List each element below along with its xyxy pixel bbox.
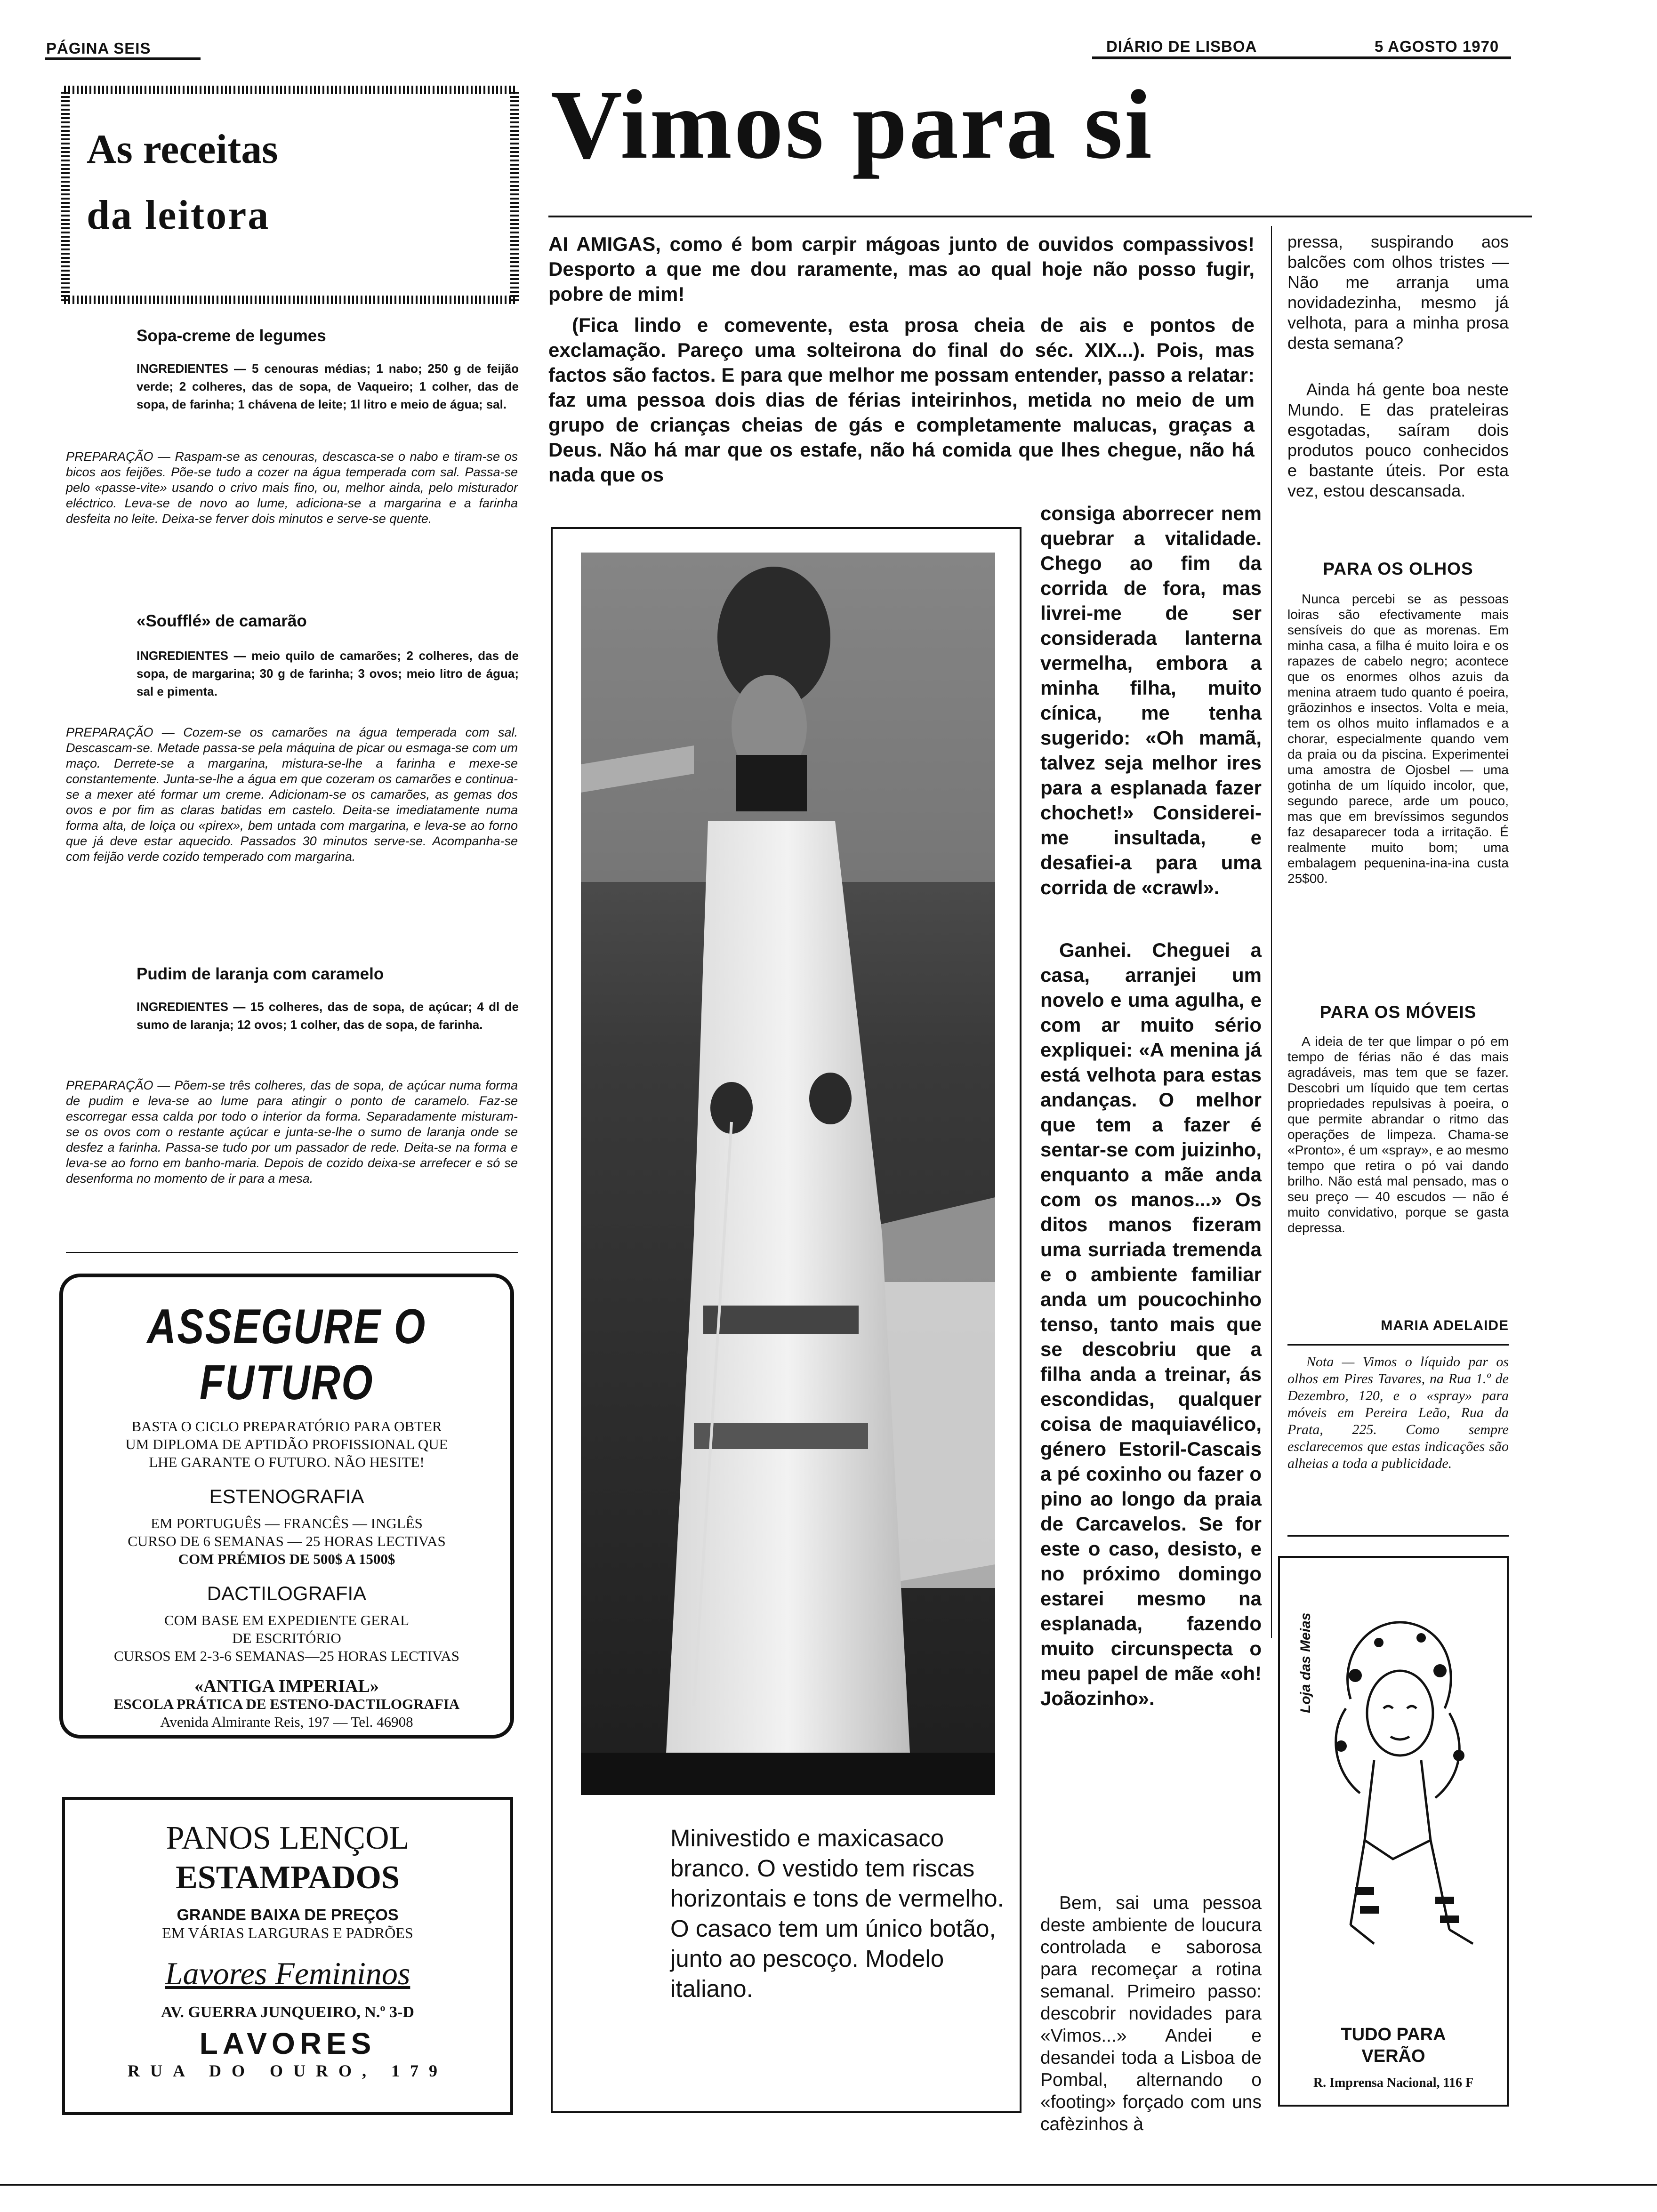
fashion-photo-frame	[551, 527, 1022, 2113]
recipe-ingredients: INGREDIENTES — meio quilo de camarões; 2 colheres, das de sopa, de margarina; 30 g de farinha; 3 ovos; meio litro de água; sal e pimenta.	[137, 649, 519, 698]
header-rule	[1092, 56, 1511, 59]
ad-intro-line: BASTA O CICLO PREPARATÓRIO PARA OBTER	[131, 1418, 442, 1435]
ad-lavores-address2: RUA DO OURO, 179	[127, 2061, 448, 2080]
recipe-preparation: PREPARAÇÃO — Raspam-se as cenouras, descasca-se o nabo e tiram-se os bicos aos feijões. Põe-se tudo a cozer na água temperada com sal. Passa-se pelo «passe-vite» usando o crivo mais fino, ou, melhor ainda, pelo misturador eléctrico. Leva-se de novo ao lume, adiciona-se a margarina e a farinha desfeita no leite. Deixa-se ferver dois minutos e serve-se quente.	[66, 449, 518, 526]
ad-headline: ASSEGURE O FUTURO	[147, 1299, 426, 1410]
ad-verao-address: R. Imprensa Nacional, 116 F	[1313, 2076, 1474, 2090]
moveis-text: A ideia de ter que limpar o pó em tempo de férias não é das mais agradáveis, mas tem que se fazer. Descobri um líquido que tem certas propriedades repulsivas à poeira, o que permite abrandar o ritmo das operações de limpeza. Chama-se «Pronto», é um «spray», e ao mesmo tempo que retira o pó vai dando brilho. Não está mal pensado, mas o seu preço — 40 escudos — não é muito convidativo, porque se gasta depressa.	[1287, 1034, 1509, 1235]
subheading-olhos: PARA OS OLHOS	[1323, 559, 1473, 578]
ad-verao-line1: TUDO PARA	[1341, 2025, 1446, 2044]
recipes-divider	[66, 1252, 518, 1253]
recipe-title: Sopa-creme de legumes	[137, 327, 326, 345]
article-note: Nota — Vimos o líquido par os olhos em Pires Tavares, na Rua 1.º de Dezembro, 120, e o «spray» para móveis em Pereira Leão, Rua da Prata, 225. Como sempre esclarecemos que estas indicações são alheias a toda a publicidade.	[1287, 1354, 1509, 1471]
ad-lavores-line3: GRANDE BAIXA DE PREÇOS	[177, 1906, 399, 1924]
title-rule	[548, 216, 1532, 217]
article-column-text: consiga aborrecer nem quebrar a vitalidade. Chego ao fim da corrida de fora, mas livrei-me de ser considerada lanterna vermelha, embora a minha filha, muito cínica, me tenha sugerido: «Oh mamã, talvez seja melhor ires para a esplanada fazer chochet!» Considerei-me insultada, e desafiei-a para uma corrida de «crawl».	[1040, 502, 1262, 898]
column-divider	[1271, 226, 1272, 1638]
ad-lavores-line1: PANOS LENÇOL	[166, 1820, 410, 1856]
recipe-title: «Soufflé» de camarão	[137, 612, 307, 630]
ad-lavores-line4: EM VÁRIAS LARGURAS E PADRÕES	[162, 1924, 413, 1941]
fashion-photo	[553, 529, 1020, 1800]
girl-illustration	[1280, 1558, 1507, 1972]
ad-intro-line: UM DIPLOMA DE APTIDÃO PROFISSIONAL QUE	[125, 1436, 448, 1452]
ad-section-heading: ESTENOGRAFIA	[209, 1485, 364, 1507]
olhos-text: Nunca percebi se as pessoas loiras são efectivamente mais sensíveis do que as morenas. Em minha casa, a filha é muito loira e os rapazes de cabelo negro; acontece que os enormes olhos azuis da menina atraem tudo quanto é poeira, grãozinhos e insectos. Volta e meia, tem os olhos muito inflamados e a chorar, especialmente quando vem da praia ou da piscina. Experimentei uma amostra de Ojosbel — uma gotinha de um líquido incolor, que, segundo parece, arde um pouco, mas que em brevíssimos segundos faz desaparecer toda a irritação. É realmente muito bom; uma embalagem pequenina-ina-ina custa 25$00.	[1287, 592, 1509, 886]
ad-section-line: CURSOS EM 2-3-6 SEMANAS—25 HORAS LECTIVAS	[113, 1648, 460, 1664]
ad-verao-vertical-text: Loja das Meias	[1298, 1612, 1313, 1713]
subheading-moveis: PARA OS MÓVEIS	[1319, 1002, 1477, 1022]
ad-school-sub: ESCOLA PRÁTICA DE ESTENO-DACTILOGRAFIA	[113, 1696, 460, 1712]
note-rule	[1287, 1344, 1509, 1346]
ad-section-heading: DACTILOGRAFIA	[207, 1582, 367, 1604]
ad-assegure-futuro	[59, 1274, 514, 1739]
ad-section-line: CURSO DE 6 SEMANAS — 25 HORAS LECTIVAS	[128, 1533, 446, 1549]
recipe-preparation: PREPARAÇÃO — Cozem-se os camarões na água temperada com sal. Descascam-se. Metade passa-se pela máquina de picar ou esmaga-se com um maço. Derrete-se a margarina, mistura-se-lhe a farinha e mexe-se constantemente. Junta-se-lhe a água em que cozeram os camarões e continua-se a mexer até formar um creme. Adicionam-se os camarões, as gemas dos ovos e por fim as claras batidas em castelo. Deita-se imediatamente numa forma alta, de loiça ou «pirex», bem untada com margarina, e leva-se ao forno que já deve estar aquecido. Passados 30 minutos serve-se. Acompanha-se com feijão verde cozido temperado com margarina.	[66, 725, 518, 864]
article-column-text: Bem, sai uma pessoa deste ambiente de loucura controlada e saborosa para recomeçar a rotina semanal. Primeiro passo: descobrir novidades para «Vimos...» Andei e desandei toda a Lisboa de Pombal, alternando o «footing» forçado com uns cafèzinhos à	[1040, 1893, 1262, 2134]
article-author: MARIA ADELAIDE	[1381, 1318, 1509, 1333]
note-bottom-rule	[1287, 1535, 1509, 1537]
ad-address: Avenida Almirante Reis, 197 — Tel. 46908	[160, 1714, 413, 1730]
ad-section-line: COM BASE EM EXPEDIENTE GERAL	[164, 1612, 410, 1628]
right-column-text: pressa, suspirando aos balcões com olhos tristes — Não me arranja uma novidadezinha, mesmo já velhota, para a minha prosa desta semana?	[1287, 232, 1509, 353]
ad-lavores-line2: ESTAMPADOS	[176, 1859, 400, 1896]
publication-name: DIÁRIO DE LISBOA	[1106, 38, 1257, 55]
recipes-title-line1: As receitas	[87, 127, 278, 172]
ad-verao-line2: VERÃO	[1361, 2046, 1425, 2066]
article-column-text: Ganhei. Cheguei a casa, arranjei um novelo e uma agulha, e com ar muito sério expliquei: «A menina já está velhota para estas andanças. O melhor que tem a fazer é sentar-se com juizinho, enquanto a mãe anda com os manos...» Os ditos manos fizeram uma surriada tremenda e o ambiente familiar anda um poucochinho tenso, tanto mais que se descobriu que a filha anda a treinar, ás escondidas, qualquer coisa de maquiavélico, género Estoril-Cascais a pé coxinho ou fazer o pino ao longo da praia de Carcavelos. Se for este o caso, desisto, e no próximo domingo estarei mesmo na esplanada, fazendo muito circunspecta o meu papel de mãe «oh! Joãozinho».	[1040, 939, 1262, 1709]
ad-lavores-address1: AV. GUERRA JUNQUEIRO, N.º 3-D	[161, 2004, 414, 2021]
right-column-text: Ainda há gente boa neste Mundo. E das prateleiras esgotadas, saíram dois produtos pouco conhecidos e bastante úteis. Por esta vez, estou descansada.	[1287, 380, 1509, 500]
photo-caption: Minivestido e maxicasaco branco. O vestido tem riscas horizontais e tons de vermelho. O casaco tem um único botão, junto ao pescoço. Modelo italiano.	[670, 1825, 1004, 2002]
issue-date: 5 AGOSTO 1970	[1375, 38, 1499, 55]
ad-lavores-script-logo: Lavores Femininos	[165, 1956, 410, 1991]
ad-section-line: EM PORTUGUÊS — FRANCÊS — INGLÊS	[151, 1515, 423, 1531]
article-title: Vimos para si	[551, 70, 1154, 179]
page-label-underline	[45, 57, 201, 60]
ad-lavores	[62, 1797, 513, 2115]
page-label: PÁGINA SEIS	[46, 40, 151, 57]
recipe-ingredients: INGREDIENTES — 5 cenouras médias; 1 nabo; 250 g de feijão verde; 2 colheres, das de sopa, de Vaqueiro; 1 colher, das de sopa, de farinha; 1 chávena de leite; 1l litro e meio de água; sal.	[137, 361, 519, 411]
ad-section-line: DE ESCRITÓRIO	[232, 1630, 341, 1646]
ad-school-name: «ANTIGA IMPERIAL»	[194, 1676, 379, 1696]
ad-intro-line: LHE GARANTE O FUTURO. NÃO HESITE!	[149, 1454, 425, 1470]
recipe-preparation: PREPARAÇÃO — Põem-se três colheres, das de sopa, de açúcar numa forma de pudim e leva-se ao lume para atingir o ponto de caramelo. Faz-se escorregar essa calda por todo o interior da forma. Separadamente misturam-se os ovos com o restante açúcar e junta-se-lhe o sumo de laranja onde se desfez a farinha. Passa-se tudo por um passador de rede. Deita-se na forma e leva-se ao forno em banho-maria. Depois de cozido deixa-se arrefecer e só se desenforma no momento de ir para a mesa.	[66, 1078, 518, 1186]
recipe-title: Pudim de laranja com caramelo	[137, 965, 384, 983]
recipe-ingredients: INGREDIENTES — 15 colheres, das de sopa, de açúcar; 4 dl de sumo de laranja; 12 ovos; 1 colher, das de sopa, de farinha.	[137, 1000, 519, 1032]
recipes-title-line2: da leitora	[87, 192, 270, 238]
ad-verao	[1278, 1556, 1509, 2107]
article-paragraph: (Fica lindo e comevente, esta prosa cheia de ais e pontos de exclamação. Pareço uma solteirona do final do séc. XIX...). Pois, mas factos são factos. E para que melhor me possam entender, passo a relatar: faz uma pessoa dois dias de férias inteirinhos, metida no meio de um grupo de crianças cheias de gás e completamente malucas, graças a Deus. Não há mar que os estafe, não há comida que lhes chegue, não há nada que os	[548, 314, 1255, 486]
ad-section-line: COM PRÉMIOS DE 500$ A 1500$	[178, 1551, 395, 1567]
page-bottom-rule	[0, 2184, 1657, 2186]
ad-lavores-brand: LAVORES	[199, 2027, 376, 2060]
article-lead: AI AMIGAS, como é bom carpir mágoas junto de ouvidos compassivos! Desporto a que me dou raramente, mas ao qual hoje não posso fugir, pobre de mim!	[548, 233, 1255, 305]
